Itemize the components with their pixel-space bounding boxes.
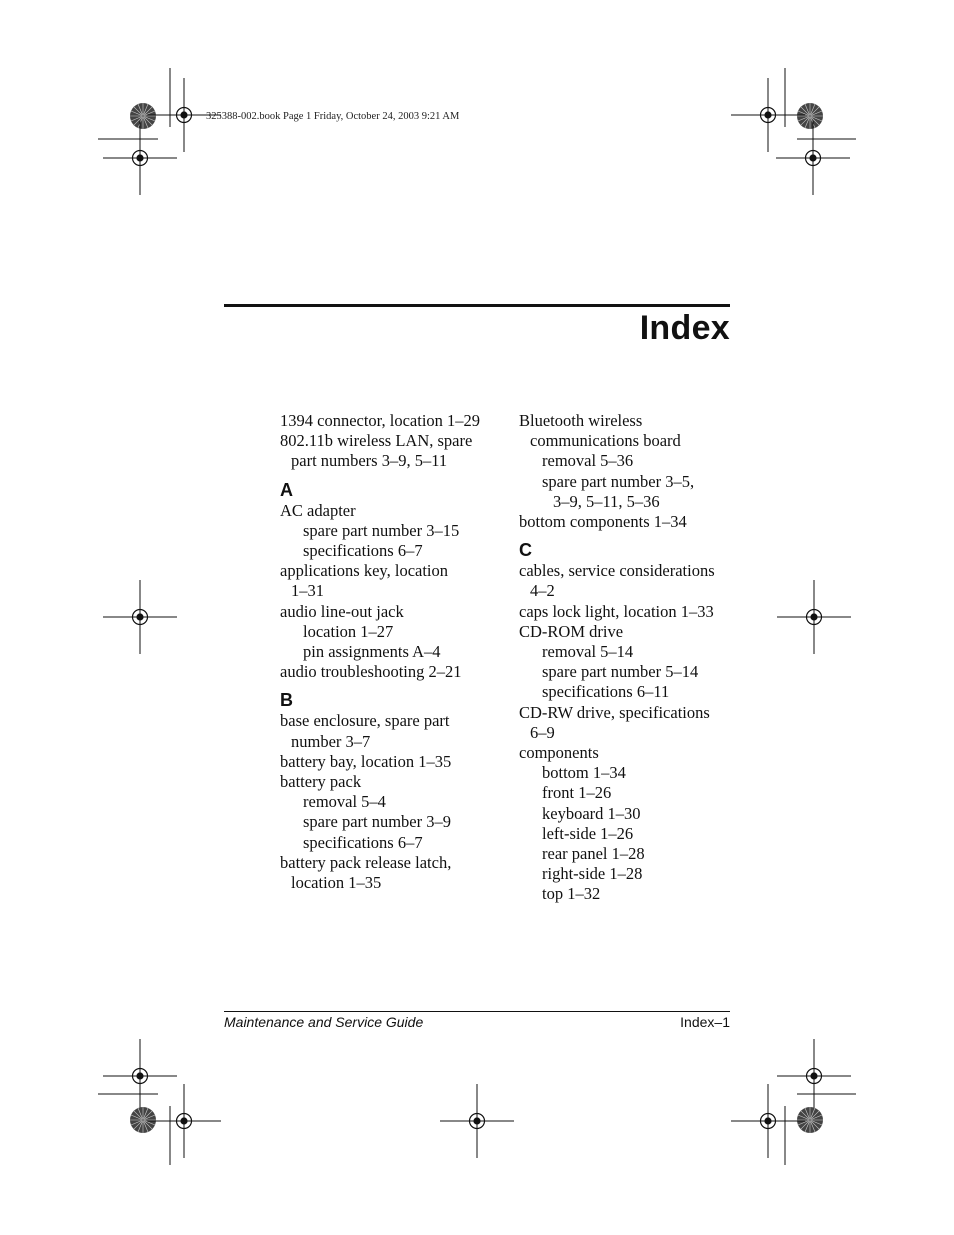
- index-subentry: bottom 1–34: [542, 763, 626, 783]
- registration-crosshair-icon-bottom-right-2: [731, 1084, 805, 1158]
- index-entry: cables, service considerations: [519, 561, 715, 581]
- index-section-letter: C: [519, 540, 532, 561]
- star-target-icon-top-right: [797, 103, 823, 129]
- index-entry: 802.11b wireless LAN, spare: [280, 431, 473, 451]
- index-subentry: 3–9, 5–11, 5–36: [553, 491, 660, 511]
- index-entry: CD-ROM drive: [519, 621, 624, 641]
- index-entry: components: [519, 743, 599, 763]
- index-subentry: part numbers 3–9, 5–11: [291, 451, 448, 471]
- index-subentry: communications board: [530, 431, 681, 451]
- star-target-icon-bottom-left: [130, 1107, 156, 1133]
- index-entry: bottom components 1–34: [519, 512, 687, 532]
- index-subentry: removal 5–4: [303, 792, 386, 812]
- index-subentry: specifications 6–11: [542, 682, 670, 702]
- registration-crosshair-icon-bottom-left-1: [103, 1039, 177, 1113]
- print-slug: 325388-002.book Page 1 Friday, October 24, 2003 9:21 AM: [206, 111, 460, 122]
- page-title: Index: [639, 309, 730, 347]
- index-subentry: top 1–32: [542, 884, 601, 904]
- footer-rule: [224, 1011, 730, 1012]
- index-subentry: front 1–26: [542, 783, 612, 803]
- registration-crosshair-icon-mid-right: [777, 580, 851, 654]
- index-subentry: pin assignments A–4: [303, 642, 441, 662]
- index-entry: 1394 connector, location 1–29: [280, 411, 481, 430]
- index-column-right: [519, 411, 741, 905]
- registration-crosshair-icon-bottom-right-1: [777, 1039, 851, 1113]
- index-entry: audio troubleshooting 2–21: [280, 662, 462, 682]
- index-entry: applications key, location: [280, 561, 449, 581]
- index-entry: battery pack: [280, 772, 362, 792]
- index-subentry: right-side 1–28: [542, 864, 643, 884]
- star-target-icon-bottom-right: [797, 1107, 823, 1133]
- index-subentry: removal 5–36: [542, 451, 634, 471]
- index-column-left: [280, 411, 505, 893]
- registration-crosshair-icon-bottom-left-2: [147, 1084, 221, 1158]
- registration-crosshair-icon-top-right-1: [731, 78, 805, 152]
- index-subentry: 6–9: [530, 722, 555, 742]
- footer-page-number: Index–1: [680, 1014, 730, 1030]
- registration-crosshair-icon-bottom-center: [440, 1084, 514, 1158]
- index-subentry: 4–2: [530, 581, 555, 601]
- index-entry: AC adapter: [280, 500, 356, 520]
- index-entry: audio line-out jack: [280, 601, 404, 621]
- index-subentry: removal 5–14: [542, 642, 634, 662]
- index-subentry: keyboard 1–30: [542, 803, 641, 823]
- index-entry: battery bay, location 1–35: [280, 751, 452, 771]
- index-entry: base enclosure, spare part: [280, 711, 450, 731]
- index-section-letter: B: [280, 690, 293, 711]
- registration-crosshair-icon-top-left-2: [103, 121, 177, 195]
- index-subentry: spare part number 3–9: [303, 812, 451, 832]
- index-subentry: spare part number 3–5,: [542, 471, 695, 491]
- index-subentry: location 1–27: [303, 621, 394, 641]
- index-entry: battery pack release latch,: [280, 852, 452, 872]
- index-entry: CD-RW drive, specifications: [519, 702, 710, 722]
- index-subentry: left-side 1–26: [542, 823, 634, 843]
- index-subentry: spare part number 5–14: [542, 662, 699, 682]
- registration-crosshair-icon-mid-left: [103, 580, 177, 654]
- index-section-letter: A: [280, 479, 293, 500]
- registration-crosshair-icon-top-right-2: [776, 121, 850, 195]
- index-subentry: location 1–35: [291, 873, 382, 893]
- index-subentry: rear panel 1–28: [542, 844, 645, 864]
- index-subentry: spare part number 3–15: [303, 520, 460, 540]
- index-subentry: specifications 6–7: [303, 832, 423, 852]
- index-entry: Bluetooth wireless: [519, 411, 643, 430]
- index-subentry: specifications 6–7: [303, 541, 423, 561]
- star-target-icon-top-left: [130, 103, 156, 129]
- index-entry: caps lock light, location 1–33: [519, 601, 714, 621]
- index-subentry: 1–31: [291, 581, 324, 601]
- footer-guide-title: Maintenance and Service Guide: [224, 1014, 424, 1030]
- index-subentry: number 3–7: [291, 731, 371, 751]
